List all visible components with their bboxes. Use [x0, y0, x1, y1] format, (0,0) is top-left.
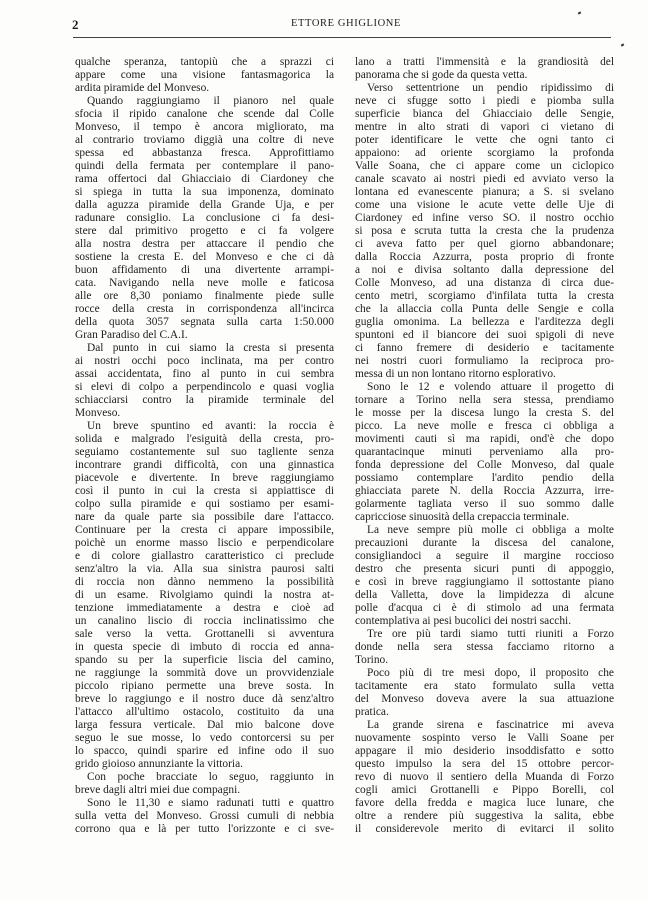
text-line: nuovamente sospinto verso le Valli Soane per: [355, 732, 614, 744]
scan-speck: [578, 11, 582, 14]
text-line: quindi della fermata per contemplare il pano-: [75, 160, 334, 172]
text-line: solida e malgrado l'esiguità della cresta, pro-: [75, 433, 334, 445]
text-line: Con poche bracciate lo seguo, raggiunto in: [87, 771, 334, 783]
text-line: rama offertoci dal Ghiacciaio di Ciardoney che: [75, 173, 334, 185]
text-line: panorama che si gode da questa vetta.: [355, 69, 528, 81]
text-line: lo spacco, quindi sparire ed infine odo il suo: [75, 745, 334, 757]
text-line: ci aveva fatto per quel giorno abbandonare;: [355, 238, 614, 250]
text-line: sale verso la vetta. Grottanelli si avventura: [75, 628, 334, 640]
paragraph: [75, 342, 334, 420]
text-line: a noi e divisa soltanto dalla depressione del: [355, 264, 614, 276]
paragraph: [355, 82, 614, 381]
text-line: in questa specie di imbuto di roccia ed anna-: [75, 641, 334, 653]
text-line: di roccia non dànno nemmeno la possibilità: [75, 576, 334, 588]
text-line: buon affidamento di una divertente arrampi-: [75, 264, 334, 276]
text-line: alle ore 8,30 poniamo finalmente piede sulle: [75, 290, 334, 302]
text-line: Gran Paradiso del C.A.I.: [75, 329, 188, 341]
text-line: mentre in alto strati di vapori ci vietano di: [355, 121, 614, 133]
text-line: cogli amici Grottanelli e Pippo Borelli, col: [355, 784, 614, 796]
text-line: movimenti cauti sì ma rapidi, ond'è che dopo: [355, 433, 614, 445]
left-column: [75, 56, 334, 836]
text-line: neve ci sfugge sotto i piedi e piomba sulla: [355, 95, 614, 107]
text-line: che la allaccia colla Punta delle Sengie e colla: [355, 303, 614, 315]
text-line: revo di nuovo il sentiero della Muanda di Forzo: [355, 771, 614, 783]
text-line: favore della fredda e magica luce lunare, che: [355, 797, 614, 809]
text-line: Dal punto in cui siamo la cresta si presenta: [87, 342, 334, 354]
text-line: Verso settentrione un pendio ripidissimo di: [367, 82, 614, 94]
paragraph: [75, 420, 334, 771]
text-line: alla nostra destra per attaccare il pendio che: [75, 238, 334, 250]
text-line: spando su per la superficie liscia del camino,: [75, 654, 334, 666]
paragraph: [75, 56, 334, 95]
text-line: piacevole e divertente. In breve raggiungiamo: [75, 472, 334, 484]
page-number: 2: [72, 17, 79, 32]
text-line: seguiamo costantemente sul suo tagliente senza: [75, 446, 334, 458]
header-rule: [73, 37, 611, 38]
text-line: ai nostri occhi poco inclinata, ma per contro: [75, 355, 334, 367]
text-line: polle d'acqua ci è di stimolo ad una fermata: [355, 602, 614, 614]
text-line: superficie bianca del Ghiacciaio delle Sengie,: [355, 108, 614, 120]
text-line: dalla Roccia Azzurra, posta proprio di fronte: [355, 251, 614, 263]
text-line: Sono le 12 e volendo attuare il progetto di: [367, 381, 614, 393]
paragraph: [355, 628, 614, 667]
text-line: stere dal primitivo progetto e ci fa volgere: [75, 225, 334, 237]
text-line: le mosse per la discesa lungo la cresta S. del: [355, 407, 614, 419]
text-line: radunare consiglio. La conclusione ci fa desi-: [75, 212, 334, 224]
text-line: l'attacco all'ultimo ostacolo, costituito da una: [75, 706, 334, 718]
text-line: come una visione le acute vette delle Uje di: [355, 199, 614, 211]
text-line: senz'altro la via. Alla sua sinistra paurosi salti: [75, 563, 334, 575]
text-line: appagare il mio desiderio insoddisfatto e sotto: [355, 745, 614, 757]
text-line: colpo sulla piramide e qui sostiamo per esami-: [75, 498, 334, 510]
text-line: sulla vetta del Monveso. Grossi cumuli di nebbia: [75, 810, 334, 822]
text-line: della Valletta, dove la limpidezza di alcune: [355, 589, 614, 601]
text-line: di un esame. Rivolgiamo quindi la nostra at-: [75, 589, 334, 601]
text-line: guglia omonima. La bellezza e l'arditezza degli: [355, 316, 614, 328]
paragraph: [355, 381, 614, 524]
text-line: poichè un enorme masso liscio e perpendicolare: [75, 537, 334, 549]
text-line: sostiene la cresta E. del Monveso e che ci dà: [75, 251, 334, 263]
text-line: picco. La neve molle e fresca ci obbliga a: [355, 420, 614, 432]
text-line: precauzioni durante la discesa del canalone,: [355, 537, 614, 549]
scan-speck: [621, 43, 625, 46]
text-line: si elevi di colpo a perpendincolo e quasi voglia: [75, 381, 334, 393]
text-line: piccolo ripiano permette una breve sosta. In: [75, 680, 334, 692]
text-line: canale scavato ai nostri piedi ed avviato verso la: [355, 173, 614, 185]
text-line: possiamo contemplare l'ardito pendio della: [355, 472, 614, 484]
text-line: capricciose sinuosità della crepaccia terminale.: [355, 511, 570, 523]
text-line: dalla aguzza piramide della Grande Uja, e per: [75, 199, 334, 211]
text-line: rocce della cresta in corrispondenza all'incirca: [75, 303, 334, 315]
text-line: ghiacciata parete N. della Roccia Azzurra, irre-: [355, 485, 614, 497]
text-line: breve lo raggiungo e il nostro duce dà senz'altro: [75, 693, 334, 705]
text-line: Quando raggiungiamo il pianoro nel quale: [87, 95, 334, 107]
text-line: ne raggiunge la sommità dove un provvidenziale: [75, 667, 334, 679]
text-line: Monveso, il tempo è ancora migliorato, ma: [75, 121, 334, 133]
text-line: Tre ore più tardi siamo tutti riuniti a Forzo: [367, 628, 614, 640]
text-line: messa di un non lontano ritorno esplorativo.: [355, 368, 556, 380]
text-line: fonda depressione del Colle Monveso, dal quale: [355, 459, 614, 471]
text-line: Un breve spuntino ed avanti: la roccia è: [87, 420, 334, 432]
text-line: quarantacinque minuti perveniamo alla pro-: [355, 446, 614, 458]
text-line: oltre a rendere più suggestiva la salita, ebbe: [355, 810, 614, 822]
text-line: nare da quale parte sia possibile dare l'attacco.: [75, 511, 334, 523]
text-line: appaiono: ad oriente scorgiamo la profonda: [355, 147, 614, 159]
paragraph: [355, 524, 614, 628]
text-line: cata. Navigando nella neve molle e faticosa: [75, 277, 334, 289]
text-line: cento metri, scorgiamo d'infilata tutta la cresta: [355, 290, 614, 302]
text-line: ardita piramide del Monveso.: [75, 82, 210, 94]
text-line: appare come una visione fantasmagorica la: [75, 69, 334, 81]
text-line: spessa ed abbastanza fresca. Approfittiamo: [75, 147, 334, 159]
text-line: tornare a Torino nella sera stessa, prendiamo: [355, 394, 614, 406]
text-line: La neve sempre più molle ci obbliga a molte: [367, 524, 614, 536]
text-line: nei nostri cuori formuliamo la reciproca pro-: [355, 355, 614, 367]
text-line: poter identificare le vette che ogni tanto ci: [355, 134, 614, 146]
text-line: sfocia il ripido canalone che scende dal Colle: [75, 108, 334, 120]
text-line: corrono qua e là per tutto l'orizzonte e ci sve-: [75, 823, 334, 835]
text-line: contemplativa ai pesi bucolici dei nostri sacchi.: [355, 615, 572, 627]
text-line: e così in breve raggiungiamo il sottostante piano: [355, 576, 614, 588]
right-column: [355, 56, 614, 836]
text-line: così il punto in cui la cresta si appiattisce di: [75, 485, 334, 497]
text-line: questo impulso la sera del 15 ottobre percor-: [355, 758, 614, 770]
text-line: larga fessura verticale. Dal mio balcone dove: [75, 719, 334, 731]
text-line: Continuare per la cresta ci appare impossibile,: [75, 524, 334, 536]
text-line: lontana ed evanescente pianura; a S. si svelano: [355, 186, 614, 198]
text-line: Poco più di tre mesi dopo, il proposito che: [367, 667, 614, 679]
paragraph: [75, 797, 334, 836]
text-line: Ciardoney ed infine verso SO. il nostro occhio: [355, 212, 614, 224]
text-line: e di colore giallastro caratteristico ci preclude: [75, 550, 334, 562]
text-line: ci fanno fremere di desiderio e tacitamente: [355, 342, 614, 354]
text-line: assai accidentata, fino al punto in cui sembra: [75, 368, 334, 380]
text-line: seguo le sue mosse, lo vedo contorcersi su per: [75, 732, 334, 744]
text-line: si posa e scruta tutta la cresta che la prudenza: [355, 225, 614, 237]
text-line: tacitamente era stato formulato sulla vetta: [355, 680, 614, 692]
text-line: al contrario troviamo diggià una coltre di neve: [75, 134, 334, 146]
text-line: tenzione immediatamente a destra e cioè ad: [75, 602, 334, 614]
text-line: spuntoni ed il biancore dei suoi spigoli di neve: [355, 329, 614, 341]
text-line: La grande sirena e fascinatrice mi aveva: [367, 719, 614, 731]
text-line: Colle Monveso, ad una distanza di circa due-: [355, 277, 614, 289]
text-line: il considerevole merito di evitarci il solito: [355, 823, 614, 835]
text-line: destro che presenta sicuri punti di appoggio,: [355, 563, 614, 575]
text-line: lano a tratti l'immensità e la grandiosità del: [355, 56, 614, 68]
paragraph: [75, 771, 334, 797]
text-line: della quota 3057 segnata sulla carta 1:50.000: [75, 316, 334, 328]
text-line: pratica.: [355, 706, 389, 718]
text-line: incontrare grandi difficoltà, con una ginnastica: [75, 459, 334, 471]
paragraph: [75, 95, 334, 342]
text-line: grido gioioso annunziante la vittoria.: [75, 758, 243, 770]
text-line: un canalino liscio di roccia inclinatissimo che: [75, 615, 334, 627]
text-line: si spiega in tutta la sua imponenza, dominato: [75, 186, 334, 198]
paragraph: [355, 667, 614, 719]
text-line: Monveso.: [75, 407, 121, 419]
text-line: del Monveso doveva avere la sua attuazione: [355, 693, 614, 705]
text-line: consigliandoci a seguire il margine roccioso: [355, 550, 614, 562]
running-head: ETTORE GHIGLIONE: [290, 18, 401, 29]
paragraph: [355, 56, 614, 82]
text-line: qualche speranza, tantopiù che a sprazzi ci: [75, 56, 334, 68]
text-line: golarmente tagliata verso il suo sommo dalle: [355, 498, 614, 510]
text-line: Valle Soana, che ci appare come un ciclopico: [355, 160, 614, 172]
text-line: breve dagli altri miei due compagni.: [75, 784, 241, 796]
text-line: donde nella sera stessa facciamo ritorno a: [355, 641, 614, 653]
text-line: Sono le 11,30 e siamo radunati tutti e quattro: [87, 797, 334, 809]
paragraph: [355, 719, 614, 836]
text-line: Torino.: [355, 654, 389, 666]
text-line: schiacciarsi contro la piramide terminale del: [75, 394, 334, 406]
